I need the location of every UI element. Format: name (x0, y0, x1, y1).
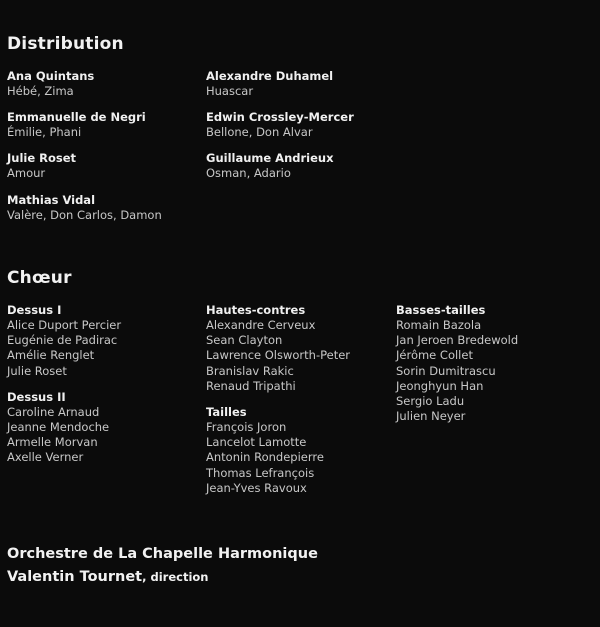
choir-member: Axelle Verner (7, 450, 84, 465)
singer-name: Guillaume Andrieux (206, 151, 334, 165)
cast-entry (206, 110, 354, 140)
choir-member: Jean-Yves Ravoux (206, 480, 307, 495)
singer-roles: Osman, Adario (206, 166, 291, 180)
choir-member: Antonin Rondepierre (206, 450, 324, 465)
choir-member: Armelle Morvan (7, 435, 98, 450)
choir-member: Lawrence Olsworth-Peter (206, 348, 351, 363)
orchestra-name: Orchestre de La Chapelle Harmonique (7, 546, 318, 562)
conductor-role: , direction (142, 570, 209, 584)
choir-member: Jeonghyun Han (396, 378, 484, 393)
voice-label-tailles: Tailles (206, 405, 247, 420)
choir-column-hautes-contres (206, 303, 350, 496)
cast-entry (7, 110, 146, 140)
choir-member: Jérôme Collet (396, 348, 473, 363)
choir-member: Branislav Rakic (206, 363, 294, 378)
cast-entry (206, 69, 333, 99)
singer-name: Emmanuelle de Negri (7, 110, 146, 124)
choir-member: Jeanne Mendoche (7, 420, 110, 435)
singer-name: Edwin Crossley-Mercer (206, 110, 354, 124)
singer-roles: Émilie, Phani (7, 125, 82, 139)
singer-roles: Bellone, Don Alvar (206, 125, 313, 139)
singer-roles: Amour (7, 166, 46, 180)
singer-roles: Hébé, Zima (7, 84, 74, 98)
singer-name: Ana Quintans (7, 69, 95, 83)
singer-name: Mathias Vidal (7, 193, 96, 207)
voice-label-dessus-2: Dessus II (7, 389, 66, 404)
voice-label-dessus-1: Dessus I (7, 303, 62, 317)
choir-member: Thomas Lefrançois (206, 465, 315, 480)
choeur-title: Chœur (7, 268, 72, 288)
choir-column-dessus (7, 303, 121, 466)
choir-member: Sean Clayton (206, 333, 283, 348)
cast-entry (206, 151, 334, 181)
choir-member: Romain Bazola (396, 318, 482, 332)
voice-label-hautes-contres: Hautes-contres (206, 303, 306, 317)
voice-label-basses-tailles: Basses-tailles (396, 303, 486, 317)
choir-member: Alexandre Cerveux (206, 318, 316, 332)
cast-entry (7, 151, 76, 181)
singer-roles: Valère, Don Carlos, Damon (7, 208, 162, 222)
choir-member: Caroline Arnaud (7, 404, 100, 419)
singer-name: Julie Roset (7, 151, 77, 165)
cast-entry (7, 193, 162, 223)
choir-member: Julie Roset (7, 363, 67, 378)
choir-member: Sergio Ladu (396, 394, 465, 409)
distribution-title: Distribution (7, 34, 124, 54)
choir-column-basses-tailles (396, 303, 518, 424)
choir-member: Alice Duport Percier (7, 318, 122, 332)
cast-entry (7, 69, 94, 99)
singer-roles: Huascar (206, 84, 254, 98)
choir-member: Julien Neyer (396, 409, 466, 424)
choir-member: Sorin Dumitrascu (396, 363, 496, 378)
choir-member: François Joron (206, 420, 287, 435)
choir-member: Renaud Tripathi (206, 378, 296, 393)
conductor-line (7, 566, 208, 588)
choir-member: Amélie Renglet (7, 348, 95, 363)
singer-name: Alexandre Duhamel (206, 69, 334, 83)
choir-member: Jan Jeroen Bredewold (396, 333, 519, 348)
conductor-name: Valentin Tournet (7, 569, 143, 585)
choir-member: Eugénie de Padirac (7, 333, 118, 348)
choir-member: Lancelot Lamotte (206, 435, 307, 450)
